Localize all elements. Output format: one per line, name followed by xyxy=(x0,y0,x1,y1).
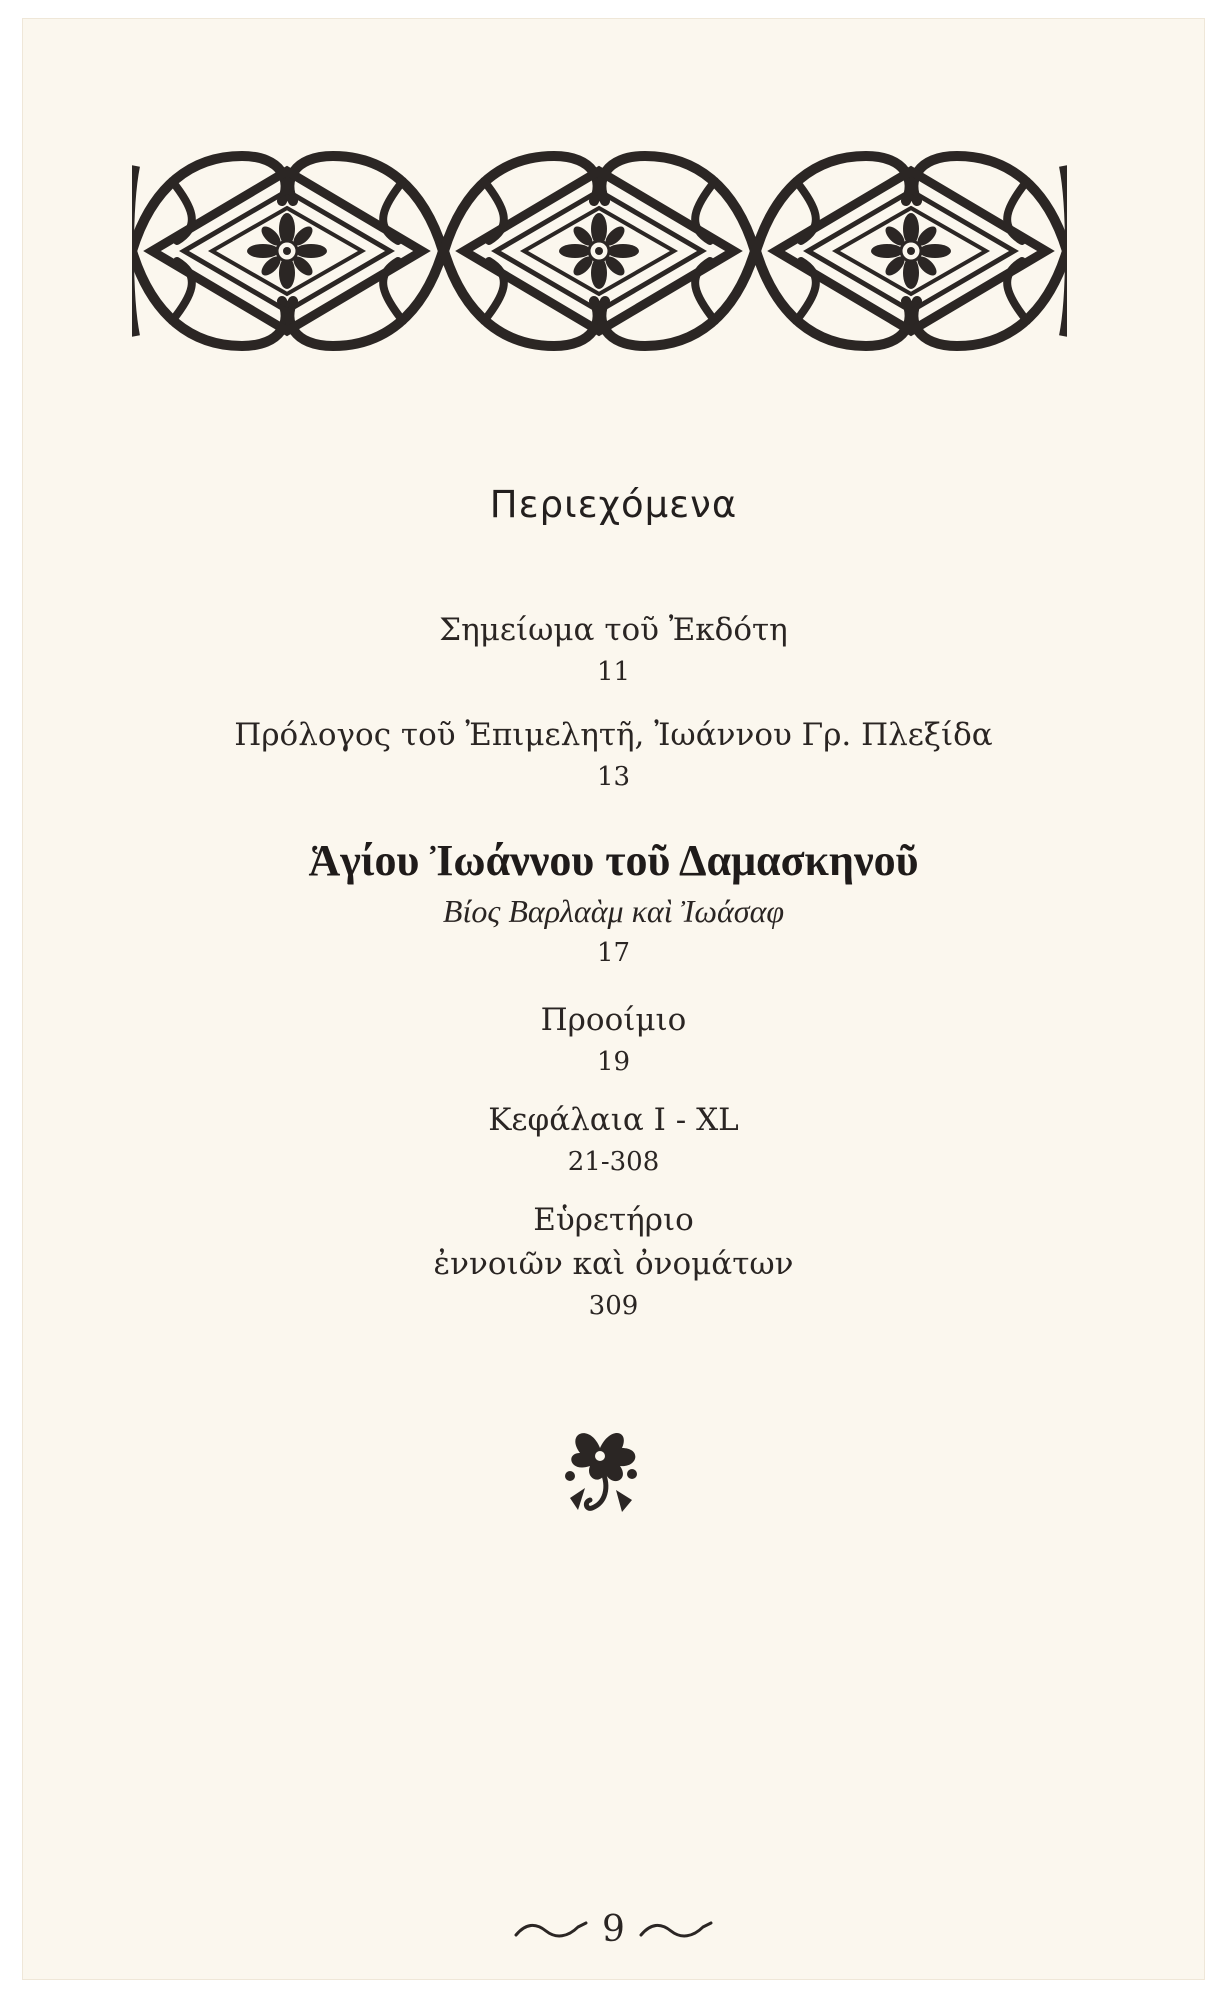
floral-vignette-icon xyxy=(550,1418,650,1518)
decorative-header-band xyxy=(132,146,1067,356)
toc-entry-page: 21-308 xyxy=(567,1147,660,1177)
toc-entry[interactable] xyxy=(22,713,1205,797)
toc-entry-title: Προοίμιο xyxy=(540,1002,687,1038)
page-number xyxy=(22,1906,1205,1950)
toc-entry-page: 19 xyxy=(596,1047,631,1077)
toc-entry-title: Πρόλογος τοῦ Ἐπιμελητῆ, Ἰωάννου Γρ. Πλεξίδα xyxy=(234,717,993,753)
toc-entry-title: Σημείωμα τοῦ Ἐκδότη xyxy=(439,612,788,648)
swash-right-icon xyxy=(635,1917,715,1941)
ornamental-band-icon xyxy=(132,146,1067,356)
work-title: Ἁγίου Ἰωάννου τοῦ Δαμασκηνοῦ xyxy=(308,836,919,885)
toc-entry[interactable] xyxy=(22,608,1205,692)
page-number-value: 9 xyxy=(602,1908,625,1950)
toc-entry-title: Κεφάλαια I - XL xyxy=(488,1102,739,1138)
toc-entry[interactable] xyxy=(22,1198,1205,1326)
toc-entry[interactable] xyxy=(22,998,1205,1082)
toc-entry-page: 11 xyxy=(596,657,631,687)
toc-entry-title-continued: ἐννοιῶν καὶ ὀνομάτων xyxy=(433,1246,794,1282)
work-subtitle: Βίος Βαρλαὰμ καὶ Ἰωάσαφ xyxy=(442,893,785,929)
book-page xyxy=(22,18,1205,1980)
toc-entry-page: 13 xyxy=(596,762,631,792)
toc-entry-page: 17 xyxy=(596,938,631,968)
toc-entry-main-work[interactable] xyxy=(22,833,1205,973)
page-title: Περιεχόμενα xyxy=(489,483,738,526)
toc-entry[interactable] xyxy=(22,1098,1205,1182)
toc-entry-page: 309 xyxy=(588,1291,639,1321)
swash-left-icon xyxy=(512,1917,592,1941)
toc-entry-title: Εὑρετήριο xyxy=(533,1202,694,1238)
